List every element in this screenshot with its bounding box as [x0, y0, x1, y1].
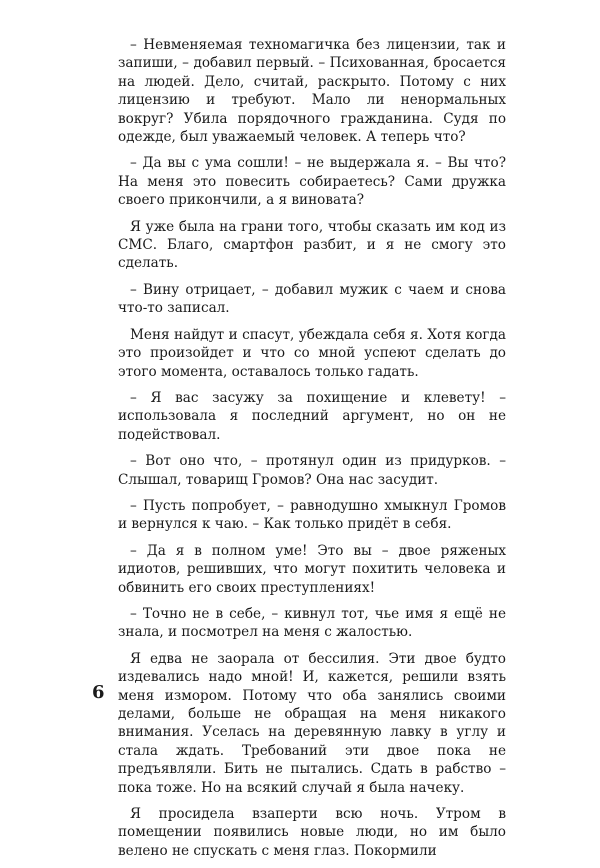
body-text — [118, 36, 506, 868]
paragraph-6: – Я вас засужу за похищение и клевету! – использовала я последний аргумент, но он не подействовал. — [118, 389, 506, 443]
page-number: 6 — [92, 682, 105, 703]
paragraph-9: – Да я в полном уме! Это вы – двое ряженых идиотов, решивших, что могут похитить человека и обвинить его своих преступлениях! — [118, 542, 506, 596]
paragraph-3: Я уже была на грани того, чтобы сказать им код из СМС. Благо, смартфон разбит, и я не смогу это сделать. — [118, 218, 506, 272]
paragraph-10: – Точно не в себе, – кивнул тот, чье имя я ещё не знала, и посмотрел на меня с жалостью. — [118, 605, 506, 641]
paragraph-5: Меня найдут и спасут, убеждала себя я. Хотя когда это произойдет и что со мной успеют сделать до этого момента, оставалось только гадать. — [118, 326, 506, 380]
paragraph-8: – Пусть попробует, – равнодушно хмыкнул Громов и вернулся к чаю. – Как только придёт в себя. — [118, 497, 506, 533]
paragraph-2: – Да вы с ума сошли! – не выдержала я. – Вы что? На меня это повесить собираетесь? Сами дружка своего прикончили, а я виновата? — [118, 155, 506, 209]
paragraph-7: – Вот оно что, – протянул один из придурков. – Слышал, товарищ Громов? Она нас засудит. — [118, 453, 506, 488]
paragraph-1: – Невменяемая техномагичка без лицензии, так и запиши, – добавил первый. – Психованная, бросается на людей. Дело, считай, раскрыто. Потому с них лицензию и требуют. Мало ли ненормальных вокруг? Убила порядочного гражданина. Судя по одежде, был уважаемый человек. А теперь что? — [118, 37, 506, 146]
paragraph-12: Я просидела взаперти всю ночь. Утром в помещении появились новые люди, но им было велено не спускать с меня глаз. Покормили — [118, 806, 506, 859]
paragraph-11: Я едва не заорала от бессилия. Эти двое будто издевались надо мной! И, кажется, решили взять меня измором. Потому что оба занялись своими делами, больше не обращая на меня никакого внимания. Уселась на деревянную лавку в углу и стала ждать. Требований эти двое пока не предъявляли. Бить не пытались. Сдать в рабство – пока тоже. Но на всякий случай я была начеку. — [118, 650, 506, 796]
paragraph-4: – Вину отрицает, – добавил мужик с чаем и снова что-то записал. — [118, 281, 506, 317]
